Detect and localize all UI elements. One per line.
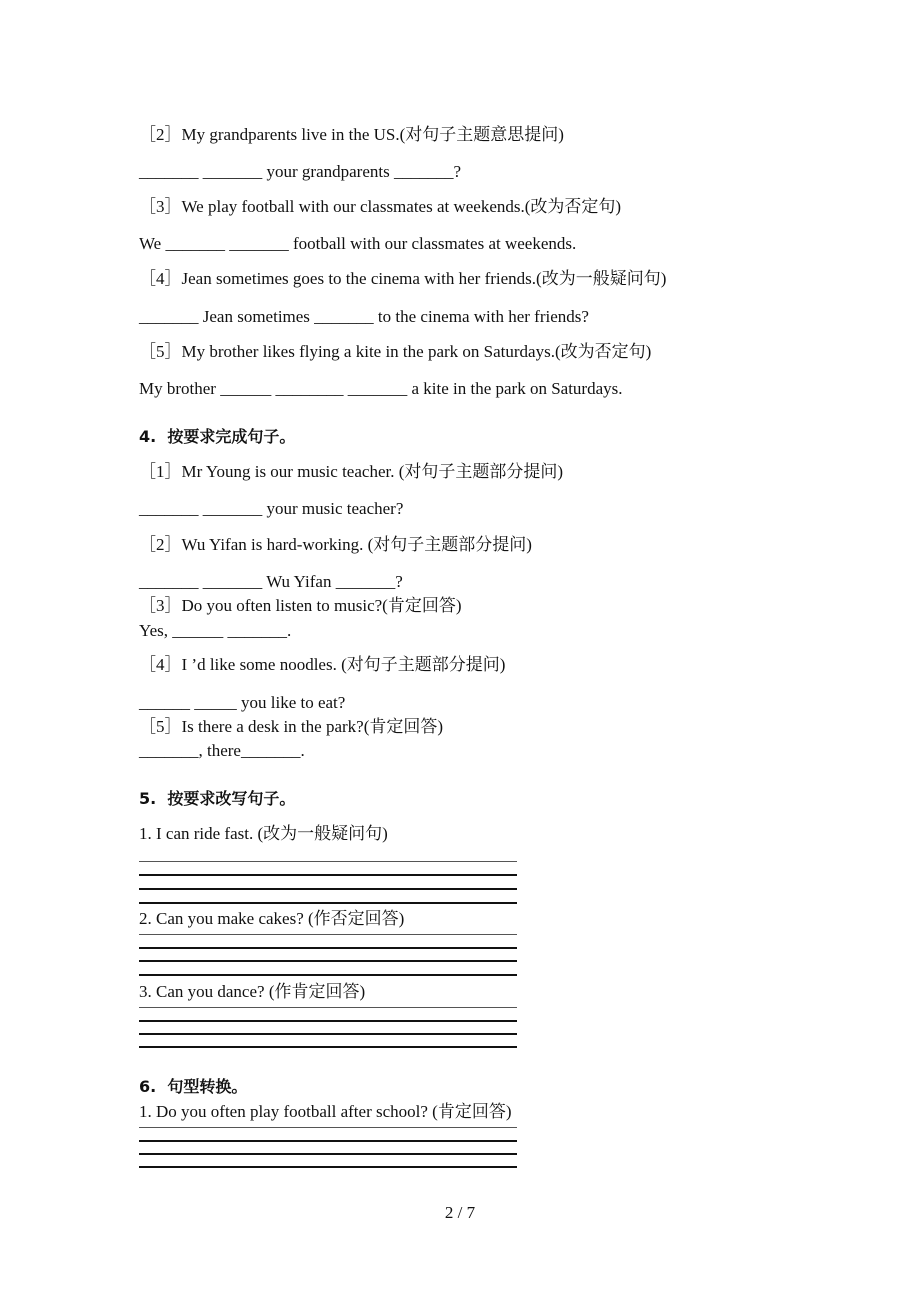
s3-q2-prompt: ［2］My grandparents live in the US.(对句子主题意思提问) <box>139 125 564 144</box>
section-6-heading: 6. 句型转换。 <box>139 1077 248 1096</box>
s5-q3-prompt: 3. Can you dance? (作肯定回答) <box>139 982 366 1001</box>
section-5-heading: 5. 按要求改写句子。 <box>139 789 296 808</box>
s3-q4-prompt: ［4］Jean sometimes goes to the cinema with her friends.(改为一般疑问句) <box>139 269 667 288</box>
s3-q2-answer-line: _______ _______ your grandparents _______? <box>139 162 462 181</box>
s4-q4-prompt: ［4］I ’d like some noodles. (对句子主题部分提问) <box>139 655 506 674</box>
s5-q2-writing-line <box>139 947 517 949</box>
s3-q3-answer-line: We _______ _______ football with our classmates at weekends. <box>139 234 577 253</box>
s4-q1-answer-line: _______ _______ your music teacher? <box>139 499 404 518</box>
s3-q4-answer-line: _______ Jean sometimes _______ to the cinema with her friends? <box>139 307 589 326</box>
s6-q1-writing-line <box>139 1127 517 1128</box>
s5-q2-writing-line <box>139 960 517 962</box>
s5-q1-writing-line <box>139 874 517 876</box>
s6-q1-writing-line <box>139 1153 517 1155</box>
s4-q5-prompt: ［5］Is there a desk in the park?(肯定回答) <box>139 717 444 736</box>
s6-q1-prompt: 1. Do you often play football after school? (肯定回答) <box>139 1102 512 1121</box>
s5-q1-prompt: 1. I can ride fast. (改为一般疑问句) <box>139 824 388 843</box>
s3-q3-prompt: ［3］We play football with our classmates at weekends.(改为否定句) <box>139 197 622 216</box>
s5-q3-writing-line <box>139 1020 517 1022</box>
s4-q2-prompt: ［2］Wu Yifan is hard-working. (对句子主题部分提问) <box>139 535 532 554</box>
s5-q2-prompt: 2. Can you make cakes? (作否定回答) <box>139 909 405 928</box>
s3-q5-answer-line: My brother ______ ________ _______ a kite in the park on Saturdays. <box>139 379 623 398</box>
s5-q2-writing-line <box>139 974 517 976</box>
s4-q5-answer-line: _______, there_______. <box>139 741 305 760</box>
s4-q1-prompt: ［1］Mr Young is our music teacher. (对句子主题部分提问) <box>139 462 564 481</box>
page-number: 2 / 7 <box>444 1203 476 1222</box>
s4-q3-prompt: ［3］Do you often listen to music?(肯定回答) <box>139 596 462 615</box>
s4-q4-answer-line: ______ _____ you like to eat? <box>139 693 346 712</box>
s6-q1-writing-line <box>139 1140 517 1142</box>
s5-q1-writing-line <box>139 902 517 904</box>
s4-q2-answer-line: _______ _______ Wu Yifan _______? <box>139 572 403 591</box>
s4-q3-answer-line: Yes, ______ _______. <box>139 621 292 640</box>
s5-q1-writing-line <box>139 888 517 890</box>
s6-q1-writing-line <box>139 1166 517 1168</box>
s5-q3-writing-line <box>139 1033 517 1035</box>
section-4-heading: 4. 按要求完成句子。 <box>139 427 296 446</box>
s5-q3-writing-line <box>139 1007 517 1008</box>
s3-q5-prompt: ［5］My brother likes flying a kite in the park on Saturdays.(改为否定句) <box>139 342 652 361</box>
s5-q1-writing-line <box>139 861 517 862</box>
s5-q2-writing-line <box>139 934 517 935</box>
s5-q3-writing-line <box>139 1046 517 1048</box>
